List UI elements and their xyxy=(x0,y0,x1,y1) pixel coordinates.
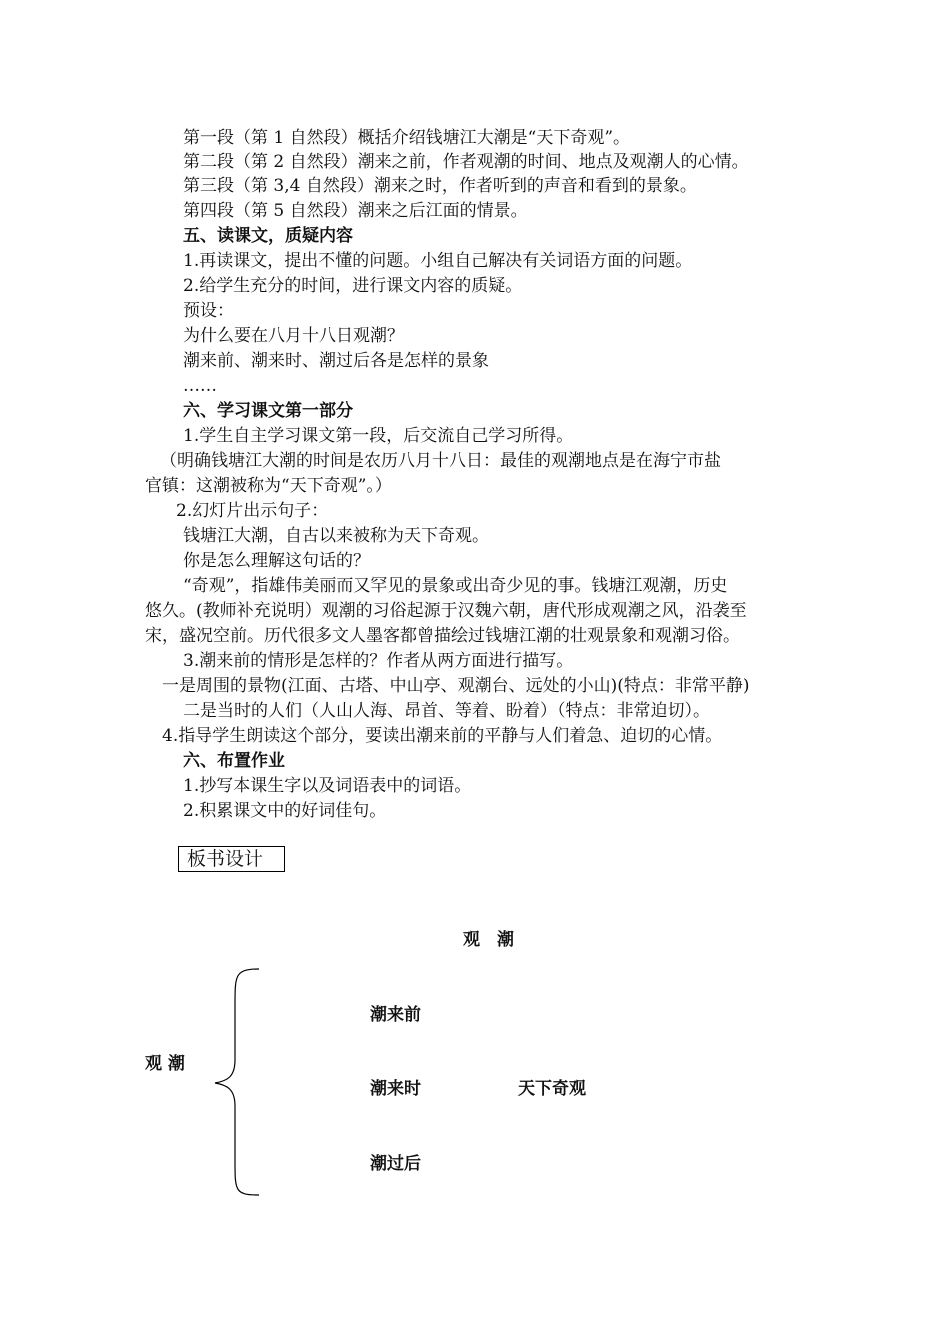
paragraph-line: 2.给学生充分的时间，进行课文内容的质疑。 xyxy=(183,276,523,296)
section-heading: 五、读课文，质疑内容 xyxy=(183,226,353,246)
paragraph-line: 官镇：这潮被称为“天下奇观”。） xyxy=(145,476,392,496)
paragraph-line: 一是周围的景物(江面、古塔、中山亭、观潮台、远处的小山)(特点：非常平静) xyxy=(162,676,750,696)
paragraph-line: 4.指导学生朗读这个部分，要读出潮来前的平静与人们着急、迫切的心情。 xyxy=(162,726,723,746)
paragraph-line: （明确钱塘江大潮的时间是农历八月十八日：最佳的观潮地点是在海宁市盐 xyxy=(160,451,721,471)
section-heading: 六、布置作业 xyxy=(183,751,285,771)
paragraph-line: 1.抄写本课生字以及词语表中的词语。 xyxy=(183,776,472,796)
paragraph-line: 1.学生自主学习课文第一段，后交流自己学习所得。 xyxy=(183,426,574,446)
board-item-after: 潮过后 xyxy=(370,1154,421,1174)
paragraph-line: 2.积累课文中的好词佳句。 xyxy=(183,801,387,821)
paragraph-line: 3.潮来前的情形是怎样的？作者从两方面进行描写。 xyxy=(183,651,574,671)
board-title: 观 潮 xyxy=(463,930,514,950)
paragraph-line: 预设： xyxy=(183,301,234,321)
paragraph-line: 钱塘江大潮，自古以来被称为天下奇观。 xyxy=(183,526,489,546)
paragraph-line: 你是怎么理解这句话的？ xyxy=(183,551,370,571)
board-item-during: 潮来时 xyxy=(370,1079,421,1099)
board-item-before: 潮来前 xyxy=(370,1005,421,1025)
paragraph-line: 第二段（第 2 自然段）潮来之前，作者观潮的时间、地点及观潮人的心情。 xyxy=(183,152,749,172)
paragraph-line: 2.幻灯片出示句子： xyxy=(176,501,329,521)
paragraph-line: 第三段（第 3,4 自然段）潮来之时，作者听到的声音和看到的景象。 xyxy=(183,176,697,196)
paragraph-line: 悠久。(教师补充说明）观潮的习俗起源于汉魏六朝，唐代形成观潮之风，沿袭至 xyxy=(145,601,747,621)
board-left-label: 观 潮 xyxy=(145,1054,185,1074)
curly-brace-icon xyxy=(205,965,265,1197)
board-item-wonder: 天下奇观 xyxy=(518,1079,586,1099)
paragraph-line: “奇观”，指雄伟美丽而又罕见的景象或出奇少见的事。钱塘江观潮，历史 xyxy=(183,576,728,596)
board-design-heading: 板书设计 xyxy=(178,846,285,872)
paragraph-line: 二是当时的人们（人山人海、昂首、等着、盼着）（特点：非常迫切）。 xyxy=(183,701,710,721)
paragraph-line: 第一段（第 1 自然段）概括介绍钱塘江大潮是“天下奇观”。 xyxy=(183,128,631,148)
paragraph-line: 第四段（第 5 自然段）潮来之后江面的情景。 xyxy=(183,201,528,221)
section-heading: 六、学习课文第一部分 xyxy=(183,401,353,421)
paragraph-line: 潮来前、潮来时、潮过后各是怎样的景象 xyxy=(183,351,489,371)
paragraph-line: 为什么要在八月十八日观潮？ xyxy=(183,326,404,346)
paragraph-line: …… xyxy=(183,376,217,396)
paragraph-line: 宋，盛况空前。历代很多文人墨客都曾描绘过钱塘江潮的壮观景象和观潮习俗。 xyxy=(145,626,740,646)
paragraph-line: 1.再读课文，提出不懂的问题。小组自己解决有关词语方面的问题。 xyxy=(183,251,693,271)
